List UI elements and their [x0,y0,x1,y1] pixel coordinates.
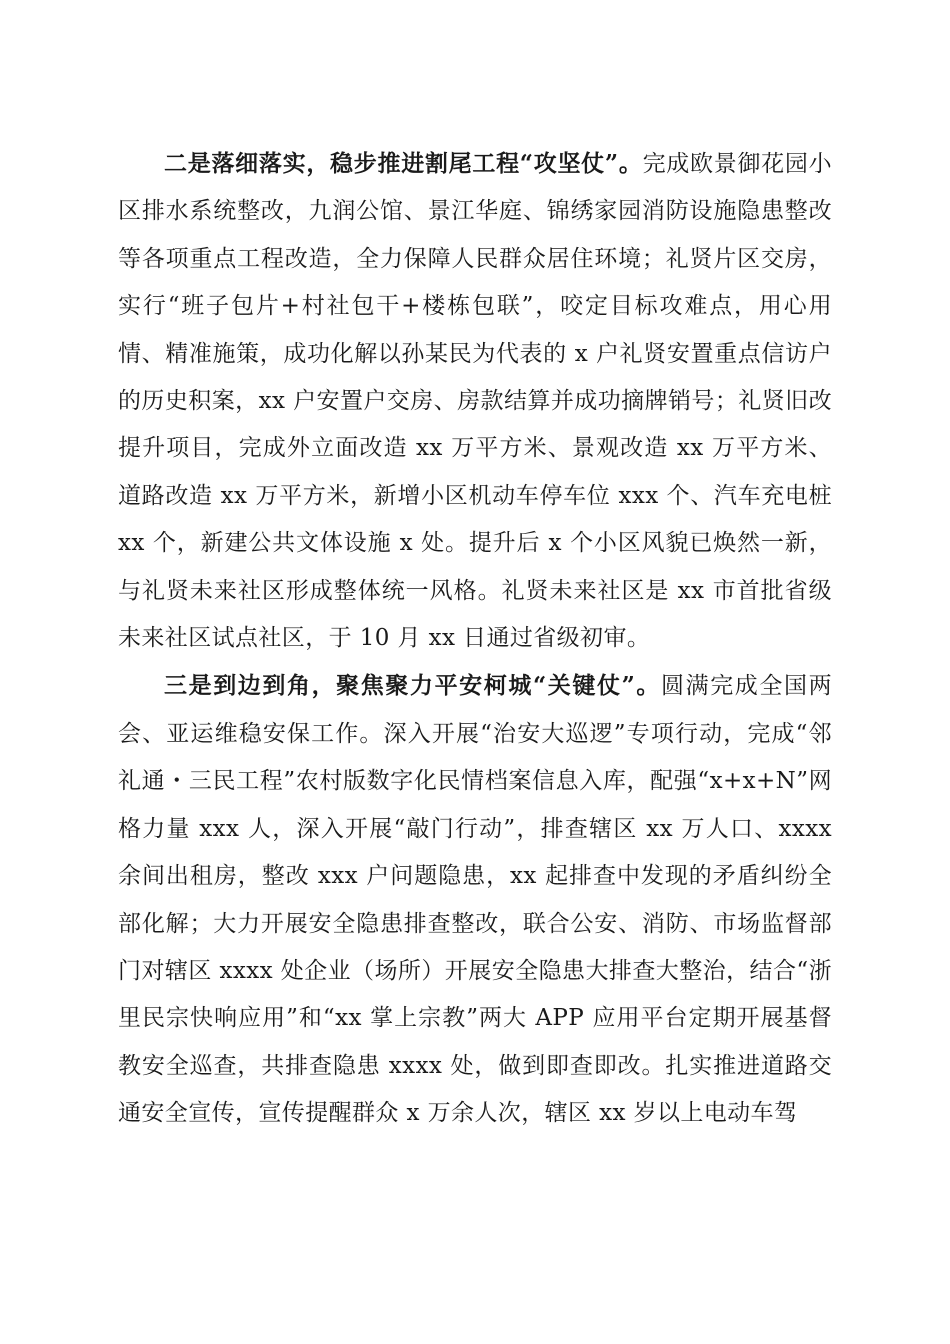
paragraph-2-body: 完成欧景御花园小区排水系统整改，九润公馆、景江华庭、锦绣家园消防设施隐患整改等各项重点工程改造，全力保障人民群众居住环境；礼贤片区交房，实行“班子包片+村社包干+楼栋包联”，咬定目标攻难点，用心用情、精准施策，成功化解以孙某民为代表的 x 户礼贤安置重点信访户的历史积案，xx 户安置户交房、房款结算并成功摘牌销号；礼贤旧改提升项目，完成外立面改造 xx 万平方米、景观改造 xx 万平方米、道路改造 xx 万平方米，新增小区机动车停车位 xxx 个、汽车充电桩 xx 个，新建公共文体设施 x 处。提升后 x 个小区风貌已焕然一新，与礼贤未来社区形成整体统一风格。礼贤未来社区是 xx 市首批省级未来社区试点社区，于 10 月 xx 日通过省级初审。 [118,151,832,652]
paragraph-2-lead: 二是落细落实，稳步推进割尾工程“攻坚仗”。 [164,150,643,177]
document-page [118,140,832,1138]
paragraph-2 [118,140,832,662]
paragraph-3 [118,662,832,1137]
paragraph-3-lead: 三是到边到角，聚焦聚力平安柯城“关键仗”。 [164,672,662,700]
paragraph-3-body: 圆满完成全国两会、亚运维稳安保工作。深入开展“治安大巡逻”专项行动，完成“邻礼通・三民工程”农村版数字化民情档案信息入库，配强“x+x+N”网格力量 xxx 人，深入开展“敲门行动”，排查辖区 xx 万人口、xxxx 余间出租房，整改 xxx 户问题隐患，xx 起排查中发现的矛盾纠纷全部化解；大力开展安全隐患排查整改，联合公安、消防、市场监督部门对辖区 xxxx 处企业（场所）开展安全隐患大排查大整治，结合“浙里民宗快响应用”和“xx 掌上宗教”两大 APP 应用平台定期开展基督教安全巡查，共排查隐患 xxxx 处，做到即查即改。扎实推进道路交通安全宣传，宣传提醒群众 x 万余人次，辖区 xx 岁以上电动车驾 [118,673,832,1127]
